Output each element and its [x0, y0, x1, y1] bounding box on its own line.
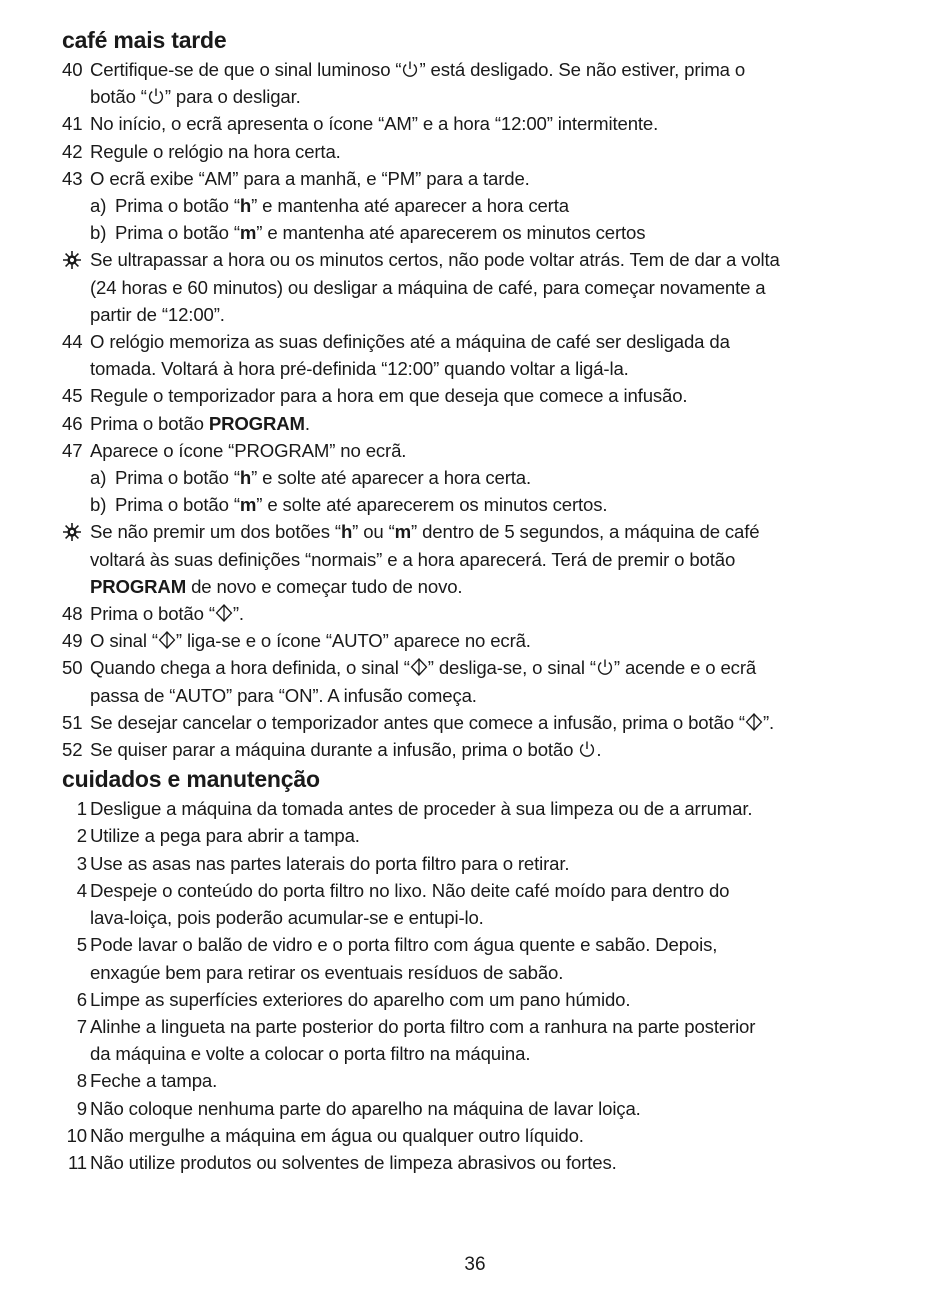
- list-item: 9 Não coloque nenhuma parte do aparelho na máquina de lavar loiça.: [62, 1095, 892, 1122]
- item-number: 8: [76, 1070, 87, 1092]
- list-item: 49 O sinal “ ” liga-se e o ícone “AUTO” aparece no ecrã.: [62, 627, 892, 654]
- auto-program-icon: [745, 712, 763, 732]
- list-item: 44 O relógio memoriza as suas definições até a máquina de café ser desligada da tomada. Voltará à hora pré-definida “12:00” quando voltar a ligá-la.: [62, 328, 892, 382]
- item-number: 42: [62, 140, 83, 162]
- power-icon: [147, 86, 165, 106]
- item-number: 1: [76, 798, 87, 820]
- tip-note: Se ultrapassar a hora ou os minutos certos, não pode voltar atrás. Tem de dar a volta (24 horas e 60 minutos) ou desligar a máquina de café, para começar novamente a partir de “12:00”.: [62, 246, 892, 328]
- section-title-cuidados-e-manutencao: cuidados e manutenção: [62, 766, 320, 793]
- tip-star-icon: [62, 250, 82, 270]
- power-icon: [401, 59, 419, 79]
- item-number: 3: [76, 852, 87, 874]
- list-item: 5 Pode lavar o balão de vidro e o porta filtro com água quente e sabão. Depois, enxagúe bem para retirar os eventuais resíduos de sabão.: [62, 931, 892, 985]
- item-number: 40: [62, 59, 83, 80]
- list-item: 45 Regule o temporizador para a hora em que deseja que comece a infusão.: [62, 382, 892, 409]
- item-number: 52: [62, 739, 83, 761]
- item-number: 41: [62, 113, 83, 135]
- list-item: 47 Aparece o ícone “PROGRAM” no ecrã.: [62, 437, 892, 464]
- list-item: 2 Utilize a pega para abrir a tampa.: [62, 822, 892, 849]
- care-section: [62, 763, 892, 1176]
- item-number: 45: [62, 385, 83, 407]
- item-number: 49: [62, 630, 83, 652]
- list-item: 8 Feche a tampa.: [62, 1067, 892, 1094]
- sub-item-letter: a): [90, 195, 107, 217]
- item-number: 51: [62, 711, 83, 733]
- item-number: 4: [76, 879, 87, 901]
- list-item: 51 Se desejar cancelar o temporizador antes que comece a infusão, prima o botão “ ”.: [62, 709, 892, 736]
- list-item: 46 Prima o botão PROGRAM.: [62, 410, 892, 437]
- manual-page: [62, 24, 892, 1176]
- auto-program-icon: [215, 603, 233, 623]
- item-number: 43: [62, 167, 83, 189]
- list-item: 42 Regule o relógio na hora certa.: [62, 138, 892, 165]
- auto-program-icon: [158, 630, 176, 650]
- care-steps-list: [62, 795, 892, 1176]
- power-icon: [596, 657, 614, 677]
- page-number: 36: [464, 1254, 486, 1275]
- list-item: 11 Não utilize produtos ou solventes de limpeza abrasivos ou fortes.: [62, 1149, 892, 1176]
- item-number: 11: [67, 1151, 87, 1173]
- tip-star-icon: [62, 522, 82, 542]
- list-item: 10 Não mergulhe a máquina em água ou qualquer outro líquido.: [62, 1122, 892, 1149]
- auto-program-icon: [410, 657, 428, 677]
- item-number: 44: [62, 331, 83, 353]
- list-item: 43 O ecrã exibe “AM” para a manhã, e “PM” para a tarde.: [62, 165, 892, 192]
- item-number: 48: [62, 603, 83, 625]
- list-item: 40 Certifique-se de que o sinal luminoso “ ” está desligado. Se não estiver, prima o botão “ ” para o desligar.: [62, 56, 892, 110]
- sub-item: a) Prima o botão “h” e mantenha até aparecer a hora certa: [62, 192, 892, 219]
- item-number: 10: [66, 1124, 87, 1146]
- item-number: 2: [76, 825, 87, 847]
- list-item: 3 Use as asas nas partes laterais do porta filtro para o retirar.: [62, 850, 892, 877]
- sub-item-letter: b): [90, 222, 107, 244]
- list-item: 1 Desligue a máquina da tomada antes de proceder à sua limpeza ou de a arrumar.: [62, 795, 892, 822]
- tip-note: Se não premir um dos botões “h” ou “m” dentro de 5 segundos, a máquina de café voltará às suas definições “normais” e a hora aparecerá. Terá de premir o botão PROGRAM de novo e começar tudo de novo.: [62, 518, 892, 600]
- program-steps-list: [62, 56, 892, 763]
- item-number: 46: [62, 412, 83, 434]
- sub-item: b) Prima o botão “m” e solte até aparecerem os minutos certos.: [62, 491, 892, 518]
- section-title-cafe-mais-tarde: café mais tarde: [62, 27, 227, 53]
- list-item: 41 No início, o ecrã apresenta o ícone “AM” e a hora “12:00” intermitente.: [62, 110, 892, 137]
- item-number: 50: [62, 657, 83, 679]
- item-number: 9: [76, 1097, 87, 1119]
- item-number: 47: [62, 439, 83, 461]
- sub-item: a) Prima o botão “h” e solte até aparecer a hora certa.: [62, 464, 892, 491]
- sub-item-letter: b): [90, 494, 107, 516]
- list-item: 50 Quando chega a hora definida, o sinal “ ” desliga-se, o sinal “ ” acende e o ecrã passa de “AUTO” para “ON”. A infusão começa.: [62, 654, 892, 708]
- list-item: 7 Alinhe a lingueta na parte posterior do porta filtro com a ranhura na parte posterior da máquina e volte a colocar o porta filtro na máquina.: [62, 1013, 892, 1067]
- power-icon: [578, 739, 596, 759]
- list-item: 48 Prima o botão “ ”.: [62, 600, 892, 627]
- sub-item-letter: a): [90, 467, 107, 489]
- list-item: 52 Se quiser parar a máquina durante a infusão, prima o botão .: [62, 736, 892, 763]
- list-item: 4 Despeje o conteúdo do porta filtro no lixo. Não deite café moído para dentro do lava-loiça, pois poderão acumular-se e entupi-lo.: [62, 877, 892, 931]
- item-number: 7: [76, 1015, 87, 1037]
- item-number: 5: [76, 934, 87, 956]
- item-number: 6: [76, 988, 87, 1010]
- sub-item: b) Prima o botão “m” e mantenha até aparecerem os minutos certos: [62, 219, 892, 246]
- list-item: 6 Limpe as superfícies exteriores do aparelho com um pano húmido.: [62, 986, 892, 1013]
